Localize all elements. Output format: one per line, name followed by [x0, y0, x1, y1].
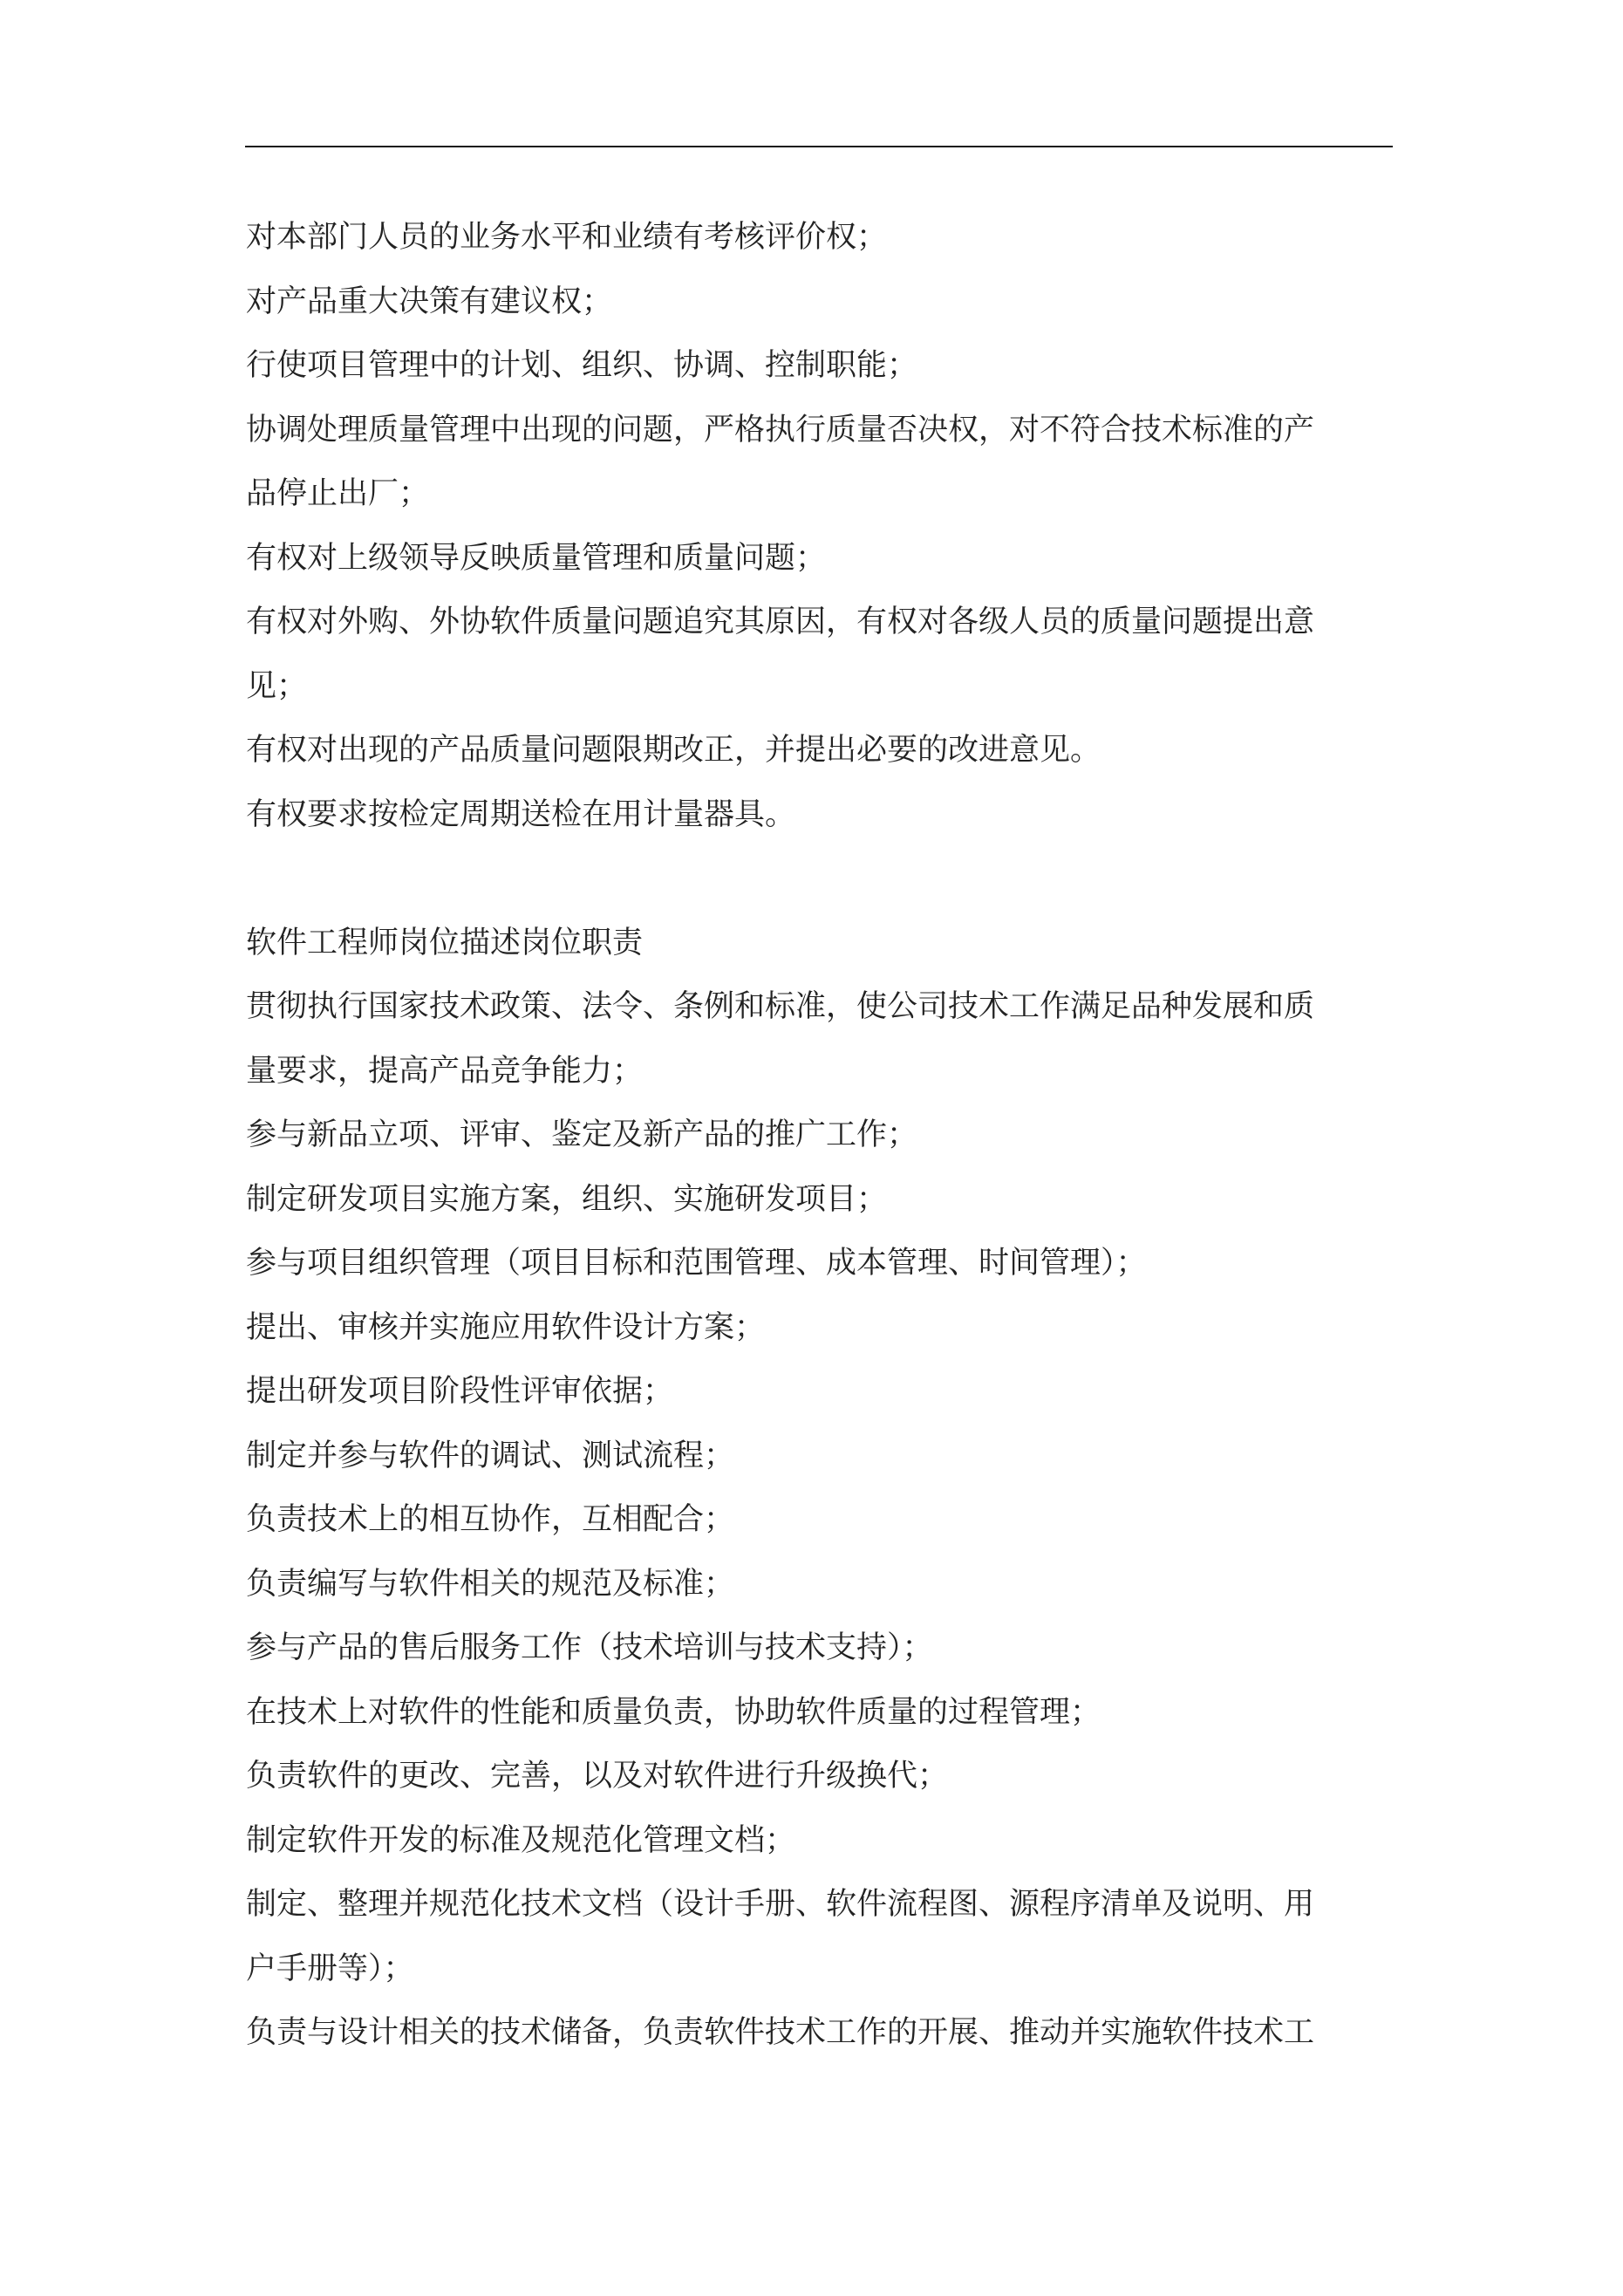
text-line: 户手册等）； [246, 1951, 414, 1986]
text-line: 提出研发项目阶段性评审依据； [246, 1374, 674, 1409]
paragraph-gap [246, 847, 1397, 912]
text-line: 协调处理质量管理中出现的问题，严格执行质量否决权，对不符合技术标准的产 [246, 412, 1315, 448]
text-line: 负责编写与软件相关的规范及标准； [246, 1566, 735, 1602]
text-line: 参与新品立项、评审、鉴定及新产品的推广工作； [246, 1117, 918, 1152]
text-line: 品停止出厂； [246, 476, 430, 511]
text-line: 对产品重大决策有建议权； [246, 284, 613, 319]
text-line: 对本部门人员的业务水平和业绩有考核评价权； [246, 220, 888, 255]
text-line: 制定、整理并规范化技术文档（设计手册、软件流程图、源程序清单及说明、用 [246, 1887, 1315, 1922]
text-line: 有权对出现的产品质量问题限期改正，并提出必要的改进意见。 [246, 733, 1101, 768]
section-heading: 软件工程师岗位描述岗位职责 [246, 925, 644, 960]
text-line: 有权对上级领导反映质量管理和质量问题； [246, 540, 827, 576]
text-line: 量要求，提高产品竞争能力； [246, 1053, 644, 1089]
text-line: 在技术上对软件的性能和质量负责，协助软件质量的过程管理； [246, 1694, 1101, 1730]
text-line: 制定软件开发的标准及规范化管理文档； [246, 1822, 796, 1858]
text-line: 制定研发项目实施方案，组织、实施研发项目； [246, 1181, 888, 1217]
header-rule [245, 146, 1393, 147]
text-line: 负责技术上的相互协作，互相配合； [246, 1502, 735, 1537]
text-line: 贯彻执行国家技术政策、法令、条例和标准，使公司技术工作满足品种发展和质 [246, 989, 1315, 1024]
text-line: 行使项目管理中的计划、组织、协调、控制职能； [246, 348, 918, 383]
text-line: 参与项目组织管理（项目目标和范围管理、成本管理、时间管理）； [246, 1246, 1147, 1281]
text-line: 有权要求按检定周期送检在用计量器具。 [246, 796, 796, 832]
text-line: 参与产品的售后服务工作（技术培训与技术支持）； [246, 1630, 933, 1665]
text-line: 见； [246, 668, 308, 704]
text-line: 负责与设计相关的技术储备，负责软件技术工作的开展、推动并实施软件技术工 [246, 2015, 1315, 2050]
text-line: 制定并参与软件的调试、测试流程； [246, 1438, 735, 1473]
document-body [246, 206, 1397, 2066]
text-line: 负责软件的更改、完善，以及对软件进行升级换代； [246, 1759, 949, 1794]
text-line: 提出、审核并实施应用软件设计方案； [246, 1309, 766, 1345]
text-line: 有权对外购、外协软件质量问题追究其原因，有权对各级人员的质量问题提出意 [246, 605, 1315, 639]
